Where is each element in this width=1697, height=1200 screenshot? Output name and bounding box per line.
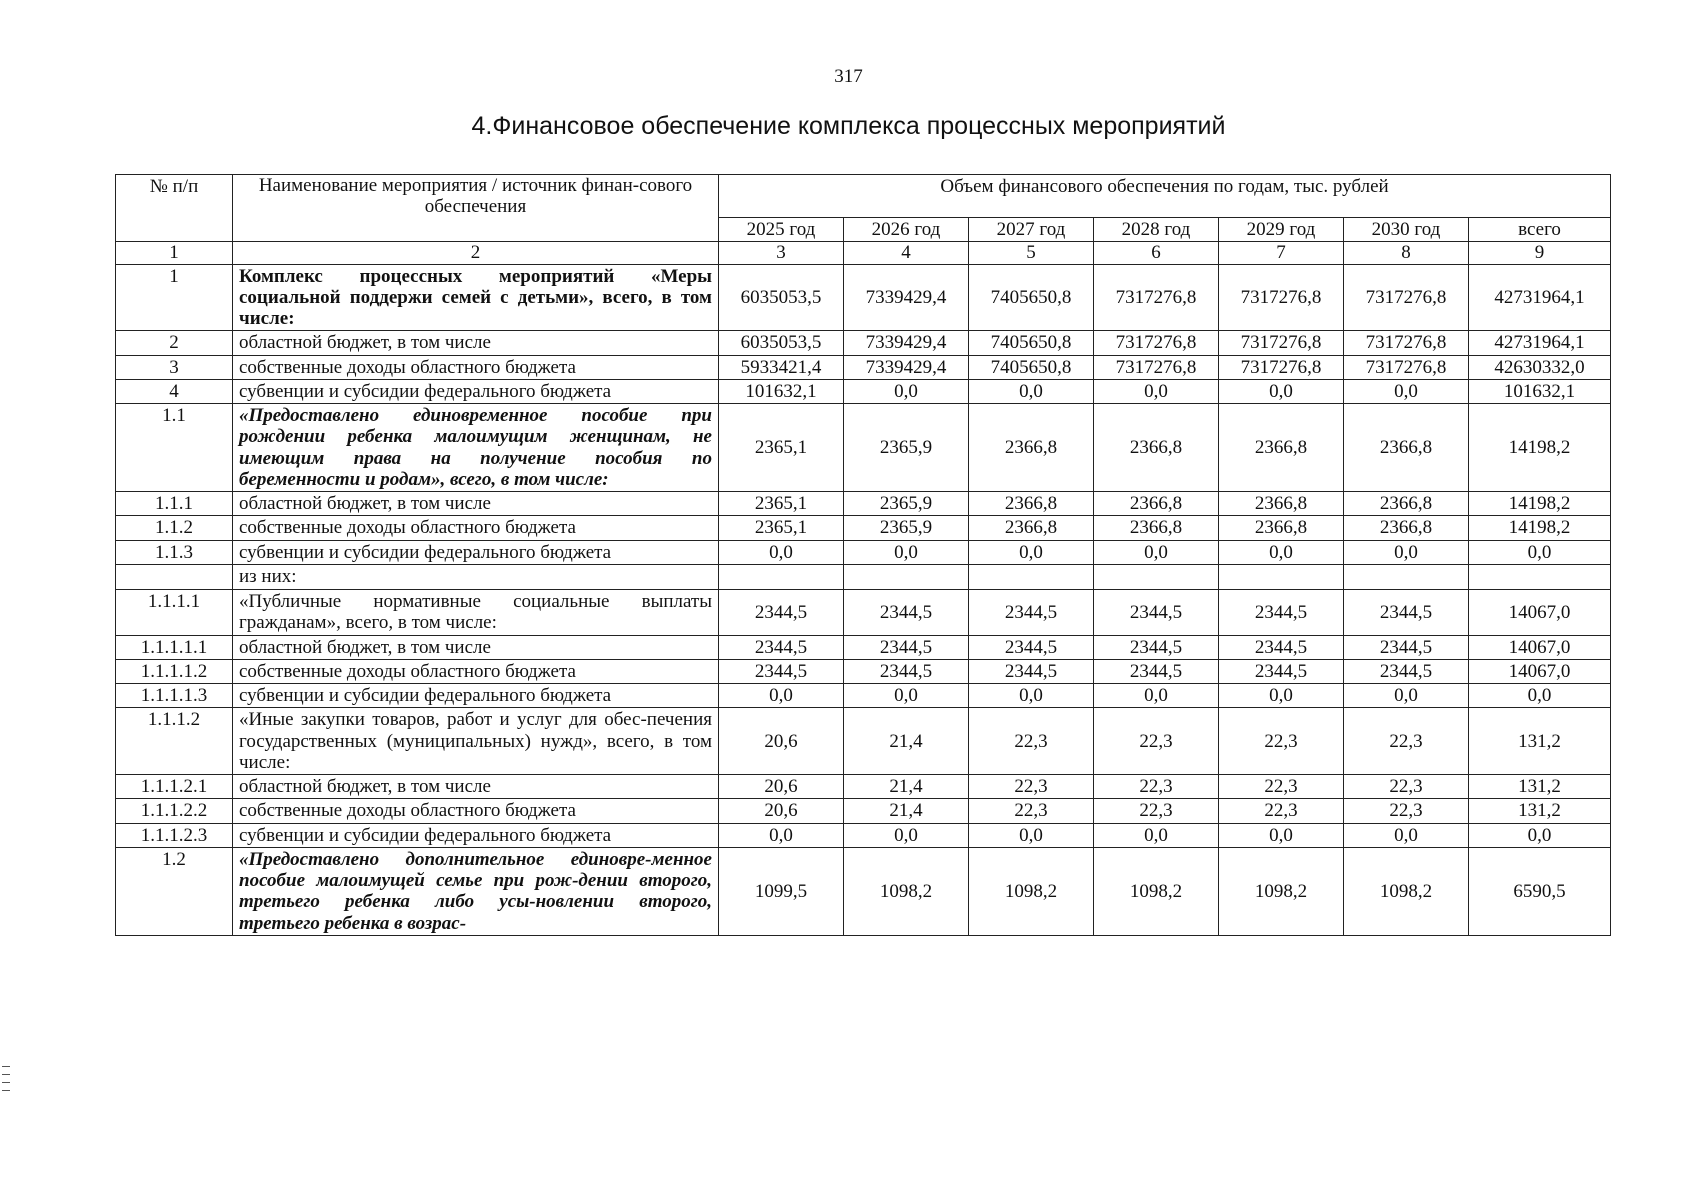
row-year-value: 2366,8 bbox=[1344, 492, 1469, 516]
row-name: областной бюджет, в том числе bbox=[233, 775, 719, 799]
row-year-value: 2366,8 bbox=[1219, 404, 1344, 492]
row-name: собственные доходы областного бюджета bbox=[233, 659, 719, 683]
row-name: областной бюджет, в том числе bbox=[233, 331, 719, 355]
table-row bbox=[116, 564, 1611, 589]
row-year-value bbox=[1094, 564, 1219, 589]
row-year-value bbox=[844, 564, 969, 589]
row-total-value: 42630332,0 bbox=[1469, 355, 1611, 379]
table-row bbox=[116, 659, 1611, 683]
row-name: собственные доходы областного бюджета bbox=[233, 516, 719, 540]
row-name: «Предоставлено дополнительное единовре-менное пособие малоимущей семье при рож-дении второго, третьего ребенка либо усы-новлении второго, третьего ребенка в возрас- bbox=[233, 847, 719, 935]
row-year-value: 2344,5 bbox=[844, 635, 969, 659]
row-year-value: 22,3 bbox=[969, 799, 1094, 823]
row-total-value: 14198,2 bbox=[1469, 516, 1611, 540]
row-year-value: 0,0 bbox=[719, 540, 844, 564]
row-year-value: 6035053,5 bbox=[719, 331, 844, 355]
row-number: 1.1.1.2.3 bbox=[116, 823, 233, 847]
row-year-value: 5933421,4 bbox=[719, 355, 844, 379]
row-year-value: 1098,2 bbox=[1219, 847, 1344, 935]
row-total-value: 14198,2 bbox=[1469, 404, 1611, 492]
row-total-value bbox=[1469, 564, 1611, 589]
column-number: 6 bbox=[1094, 242, 1219, 264]
table-row bbox=[116, 823, 1611, 847]
row-year-value: 2366,8 bbox=[969, 404, 1094, 492]
row-year-value: 22,3 bbox=[1344, 775, 1469, 799]
row-total-value: 42731964,1 bbox=[1469, 264, 1611, 331]
row-year-value: 2366,8 bbox=[1094, 404, 1219, 492]
row-total-value: 131,2 bbox=[1469, 799, 1611, 823]
row-year-value: 2366,8 bbox=[1344, 516, 1469, 540]
row-year-value: 21,4 bbox=[844, 708, 969, 775]
row-year-value bbox=[719, 564, 844, 589]
row-year-value: 0,0 bbox=[719, 684, 844, 708]
row-number: 1.1.1.2 bbox=[116, 708, 233, 775]
row-year-value: 7317276,8 bbox=[1219, 355, 1344, 379]
row-year-value: 2365,1 bbox=[719, 404, 844, 492]
table-row bbox=[116, 264, 1611, 331]
row-year-value: 20,6 bbox=[719, 775, 844, 799]
row-year-value: 7339429,4 bbox=[844, 355, 969, 379]
row-total-value: 14067,0 bbox=[1469, 589, 1611, 635]
row-year-value: 2344,5 bbox=[1344, 659, 1469, 683]
row-name: из них: bbox=[233, 564, 719, 589]
row-year-value: 0,0 bbox=[844, 684, 969, 708]
header-name: Наименование мероприятия / источник финан-сового обеспечения bbox=[233, 175, 719, 242]
row-year-value: 7317276,8 bbox=[1344, 331, 1469, 355]
row-year-value: 22,3 bbox=[1094, 799, 1219, 823]
row-total-value: 0,0 bbox=[1469, 540, 1611, 564]
row-year-value: 7405650,8 bbox=[969, 264, 1094, 331]
financing-table bbox=[115, 174, 1611, 936]
row-year-value: 0,0 bbox=[1094, 684, 1219, 708]
row-year-value: 2365,9 bbox=[844, 492, 969, 516]
row-name: «Публичные нормативные социальные выплаты гражданам», всего, в том числе: bbox=[233, 589, 719, 635]
row-year-value: 22,3 bbox=[1094, 708, 1219, 775]
column-numbers-row bbox=[116, 242, 1611, 264]
row-year-value: 2344,5 bbox=[1219, 635, 1344, 659]
row-year-value: 2366,8 bbox=[1219, 492, 1344, 516]
row-year-value: 0,0 bbox=[1219, 379, 1344, 403]
row-year-value: 0,0 bbox=[844, 823, 969, 847]
row-year-value: 7317276,8 bbox=[1094, 355, 1219, 379]
row-year-value: 22,3 bbox=[1094, 775, 1219, 799]
row-number: 1.1 bbox=[116, 404, 233, 492]
row-year-value: 2344,5 bbox=[969, 635, 1094, 659]
row-year-value: 7405650,8 bbox=[969, 331, 1094, 355]
table-row bbox=[116, 708, 1611, 775]
row-year-value: 7405650,8 bbox=[969, 355, 1094, 379]
margin-mark bbox=[2, 1074, 10, 1075]
row-name: областной бюджет, в том числе bbox=[233, 635, 719, 659]
row-year-value: 2366,8 bbox=[969, 492, 1094, 516]
table-row bbox=[116, 404, 1611, 492]
row-name: собственные доходы областного бюджета bbox=[233, 799, 719, 823]
row-name: «Иные закупки товаров, работ и услуг для обес-печения государственных (муниципальных) нужд», всего, в том числе: bbox=[233, 708, 719, 775]
row-year-value: 1098,2 bbox=[969, 847, 1094, 935]
row-year-value: 2344,5 bbox=[1219, 589, 1344, 635]
table-row bbox=[116, 516, 1611, 540]
table-row bbox=[116, 635, 1611, 659]
row-total-value: 42731964,1 bbox=[1469, 331, 1611, 355]
row-year-value: 0,0 bbox=[1219, 540, 1344, 564]
column-number: 5 bbox=[969, 242, 1094, 264]
row-year-value: 0,0 bbox=[969, 684, 1094, 708]
table-row bbox=[116, 799, 1611, 823]
row-year-value: 21,4 bbox=[844, 775, 969, 799]
row-number: 1.1.1.2.1 bbox=[116, 775, 233, 799]
table-body bbox=[116, 264, 1611, 935]
row-total-value: 14067,0 bbox=[1469, 659, 1611, 683]
row-number: 1.1.1.1.2 bbox=[116, 659, 233, 683]
column-number: 1 bbox=[116, 242, 233, 264]
row-year-value: 0,0 bbox=[1344, 684, 1469, 708]
margin-mark bbox=[2, 1066, 10, 1067]
row-year-value: 7317276,8 bbox=[1344, 355, 1469, 379]
row-year-value: 0,0 bbox=[719, 823, 844, 847]
row-name: Комплекс процессных мероприятий «Меры социальной поддержи семей с детьми», всего, в том числе: bbox=[233, 264, 719, 331]
row-year-value bbox=[1219, 564, 1344, 589]
header-num: № п/п bbox=[116, 175, 233, 242]
row-year-value: 1099,5 bbox=[719, 847, 844, 935]
table-row bbox=[116, 847, 1611, 935]
row-year-value: 0,0 bbox=[844, 379, 969, 403]
row-year-value: 2344,5 bbox=[719, 659, 844, 683]
row-total-value: 131,2 bbox=[1469, 708, 1611, 775]
row-year-value: 2344,5 bbox=[1344, 635, 1469, 659]
row-year-value: 22,3 bbox=[1219, 775, 1344, 799]
row-year-value: 20,6 bbox=[719, 799, 844, 823]
row-name: субвенции и субсидии федерального бюджета bbox=[233, 540, 719, 564]
row-year-value: 2365,9 bbox=[844, 516, 969, 540]
row-total-value: 0,0 bbox=[1469, 823, 1611, 847]
row-year-value: 22,3 bbox=[969, 775, 1094, 799]
row-year-value: 2344,5 bbox=[844, 659, 969, 683]
row-name: собственные доходы областного бюджета bbox=[233, 355, 719, 379]
row-year-value: 7339429,4 bbox=[844, 264, 969, 331]
row-year-value: 2344,5 bbox=[969, 589, 1094, 635]
row-year-value: 2366,8 bbox=[1219, 516, 1344, 540]
header-year-2029: 2029 год bbox=[1219, 218, 1344, 242]
column-number: 4 bbox=[844, 242, 969, 264]
row-year-value: 0,0 bbox=[969, 540, 1094, 564]
column-number: 7 bbox=[1219, 242, 1344, 264]
row-name: субвенции и субсидии федерального бюджета bbox=[233, 684, 719, 708]
header-total: всего bbox=[1469, 218, 1611, 242]
table-row bbox=[116, 540, 1611, 564]
table-row bbox=[116, 775, 1611, 799]
header-year-2025: 2025 год bbox=[719, 218, 844, 242]
row-year-value: 7317276,8 bbox=[1094, 264, 1219, 331]
table-row bbox=[116, 684, 1611, 708]
row-year-value: 21,4 bbox=[844, 799, 969, 823]
table-row bbox=[116, 589, 1611, 635]
row-year-value bbox=[969, 564, 1094, 589]
row-number: 2 bbox=[116, 331, 233, 355]
row-year-value: 7339429,4 bbox=[844, 331, 969, 355]
row-year-value: 1098,2 bbox=[1094, 847, 1219, 935]
row-year-value: 22,3 bbox=[1344, 708, 1469, 775]
row-total-value: 131,2 bbox=[1469, 775, 1611, 799]
row-year-value: 2366,8 bbox=[1094, 516, 1219, 540]
row-name: «Предоставлено единовременное пособие при рождении ребенка малоимущим женщинам, не имеющим права на получение пособия по беременности и родам», всего, в том числе: bbox=[233, 404, 719, 492]
row-number: 1.1.1.1 bbox=[116, 589, 233, 635]
header-volume: Объем финансового обеспечения по годам, тыс. рублей bbox=[719, 175, 1611, 218]
row-year-value: 1098,2 bbox=[1344, 847, 1469, 935]
margin-mark bbox=[2, 1082, 10, 1083]
row-year-value: 7317276,8 bbox=[1219, 331, 1344, 355]
row-total-value: 14198,2 bbox=[1469, 492, 1611, 516]
row-year-value: 2344,5 bbox=[1344, 589, 1469, 635]
row-year-value: 0,0 bbox=[969, 379, 1094, 403]
margin-mark bbox=[2, 1090, 10, 1091]
row-year-value: 2344,5 bbox=[1094, 659, 1219, 683]
row-year-value: 22,3 bbox=[969, 708, 1094, 775]
row-year-value: 0,0 bbox=[1344, 379, 1469, 403]
row-year-value: 20,6 bbox=[719, 708, 844, 775]
row-year-value: 2344,5 bbox=[1094, 589, 1219, 635]
row-year-value: 7317276,8 bbox=[1094, 331, 1219, 355]
table-row bbox=[116, 379, 1611, 403]
row-year-value: 2365,9 bbox=[844, 404, 969, 492]
header-year-2028: 2028 год bbox=[1094, 218, 1219, 242]
row-year-value: 2344,5 bbox=[1094, 635, 1219, 659]
row-name: областной бюджет, в том числе bbox=[233, 492, 719, 516]
header-year-2030: 2030 год bbox=[1344, 218, 1469, 242]
table-row bbox=[116, 492, 1611, 516]
row-year-value: 2365,1 bbox=[719, 492, 844, 516]
row-number: 1.1.1 bbox=[116, 492, 233, 516]
row-total-value: 101632,1 bbox=[1469, 379, 1611, 403]
header-year-2027: 2027 год bbox=[969, 218, 1094, 242]
row-year-value: 6035053,5 bbox=[719, 264, 844, 331]
row-number: 1.2 bbox=[116, 847, 233, 935]
row-year-value: 2366,8 bbox=[1344, 404, 1469, 492]
row-number: 3 bbox=[116, 355, 233, 379]
column-number: 3 bbox=[719, 242, 844, 264]
row-number: 1.1.3 bbox=[116, 540, 233, 564]
row-name: субвенции и субсидии федерального бюджета bbox=[233, 379, 719, 403]
row-number: 1.1.1.1.3 bbox=[116, 684, 233, 708]
row-year-value: 0,0 bbox=[1094, 379, 1219, 403]
row-year-value: 2366,8 bbox=[1094, 492, 1219, 516]
row-number: 1 bbox=[116, 264, 233, 331]
row-total-value: 14067,0 bbox=[1469, 635, 1611, 659]
row-year-value: 0,0 bbox=[1219, 823, 1344, 847]
row-year-value: 7317276,8 bbox=[1219, 264, 1344, 331]
row-year-value: 0,0 bbox=[1344, 540, 1469, 564]
row-year-value: 2344,5 bbox=[844, 589, 969, 635]
row-year-value: 2344,5 bbox=[969, 659, 1094, 683]
row-year-value: 22,3 bbox=[1219, 799, 1344, 823]
column-number: 9 bbox=[1469, 242, 1611, 264]
table-row bbox=[116, 331, 1611, 355]
row-total-value: 6590,5 bbox=[1469, 847, 1611, 935]
row-year-value: 0,0 bbox=[1344, 823, 1469, 847]
page-number: 317 bbox=[834, 66, 863, 87]
row-year-value: 0,0 bbox=[1094, 540, 1219, 564]
row-year-value bbox=[1344, 564, 1469, 589]
row-year-value: 0,0 bbox=[1094, 823, 1219, 847]
row-year-value: 22,3 bbox=[1219, 708, 1344, 775]
column-number: 2 bbox=[233, 242, 719, 264]
row-year-value: 7317276,8 bbox=[1344, 264, 1469, 331]
row-year-value: 22,3 bbox=[1344, 799, 1469, 823]
row-total-value: 0,0 bbox=[1469, 684, 1611, 708]
row-year-value: 2366,8 bbox=[969, 516, 1094, 540]
row-number: 1.1.2 bbox=[116, 516, 233, 540]
row-year-value: 1098,2 bbox=[844, 847, 969, 935]
row-number: 1.1.1.2.2 bbox=[116, 799, 233, 823]
column-number: 8 bbox=[1344, 242, 1469, 264]
row-year-value: 0,0 bbox=[844, 540, 969, 564]
row-number: 1.1.1.1.1 bbox=[116, 635, 233, 659]
row-year-value: 0,0 bbox=[969, 823, 1094, 847]
table-row bbox=[116, 355, 1611, 379]
row-year-value: 2344,5 bbox=[719, 635, 844, 659]
row-number bbox=[116, 564, 233, 589]
section-heading: 4.Финансовое обеспечение комплекса процессных мероприятий bbox=[471, 112, 1226, 140]
row-year-value: 0,0 bbox=[1219, 684, 1344, 708]
row-name: субвенции и субсидии федерального бюджета bbox=[233, 823, 719, 847]
row-number: 4 bbox=[116, 379, 233, 403]
row-year-value: 2365,1 bbox=[719, 516, 844, 540]
row-year-value: 2344,5 bbox=[719, 589, 844, 635]
header-year-2026: 2026 год bbox=[844, 218, 969, 242]
header-row bbox=[116, 175, 1611, 218]
row-year-value: 101632,1 bbox=[719, 379, 844, 403]
row-year-value: 2344,5 bbox=[1219, 659, 1344, 683]
